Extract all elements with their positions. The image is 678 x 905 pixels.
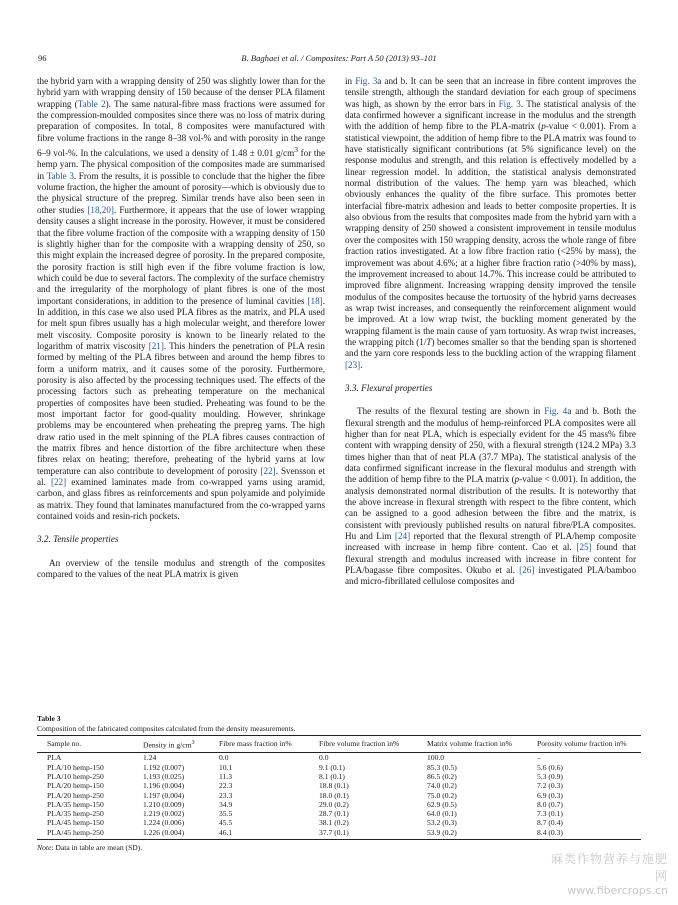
section-heading-flexural: 3.3. Flexural properties [345, 382, 433, 393]
table-cell: 53.9 (0.2) [427, 827, 457, 837]
table-cell: PLA [47, 753, 62, 763]
table-cell: 28.7 (0.1) [319, 809, 349, 819]
table-cell: 1.224 (0.006) [143, 818, 185, 828]
table-row [37, 772, 641, 781]
table-cell: 22.3 [219, 781, 233, 791]
table-cell: 7.3 (0.1) [537, 809, 563, 819]
header-density: Density in $g/cm^3$ [143, 739, 195, 750]
table-cell: 86.5 (0.2) [427, 771, 457, 781]
table-row [37, 809, 641, 818]
table-row [37, 763, 641, 772]
table-cell: 6.9 (0.3) [537, 790, 563, 800]
table-cell: PLA/20 hemp-150 [47, 781, 104, 791]
table-cell: 53.2 (0.3) [427, 818, 457, 828]
right-paragraph-2: The results of the flexural testing are shown in Fig. 4a and b. Both the flexural strength and the modulus of hemp-reinforced PLA composites were all higher than for neat PLA, which is especially evident for the 45 mass% fibre content with wrapping density of 250, with a flexural strength (124.2 MPa) 3.3 times higher than that of neat PLA (37.7 MPa). The statistical analysis of the data confirmed significant increase in the flexural modulus and strength with the addition of hemp fibre to the PLA matrix (p-value < 0.001). In addition, the analysis demonstrated normal distribution of the results. It is noteworthy that the above increase in flexural strength with respect to the fibre content, which can be assigned to a good adhesion between the fibre and the matrix, is consistent with previously published results on natural fibre/PLA composites. Hu and Lim [24] reported that the flexural strength of PLA/hemp composite increased with increase in hemp fibre content. Cao et al. [25] found that flexural strength and modulus increased with increase in fibre content for PLA/bagasse fibre composites. Okubo et al. [26] investigated PLA/bamboo and micro-fibrillated cellulose composites and [345, 406, 637, 587]
table-cell: 5.3 (0.9) [537, 771, 563, 781]
table-cell: 7.2 (0.3) [537, 781, 563, 791]
table-cell: PLA/45 hemp-250 [47, 827, 104, 837]
table-cell: 35.5 [219, 809, 233, 819]
table-cell: 74.0 (0.2) [427, 781, 457, 791]
table-cell: 0.0 [319, 753, 329, 763]
citation-18-20-link[interactable]: [18,20] [87, 204, 114, 215]
left-paragraph-1: the hybrid yarn with a wrapping density of 250 was slightly lower than for the hybrid yarn with wrapping density of 150 because of the denser PLA filament wrapping (Table 2). The same natural-fibre mass fractions were assumed for the compression-moulded composites since there was no loss of matrix during preparation of composites. In total, 8 composites were manufactured with fibre volume fractions in the range 8–38 vol-% and with porosity in the range 6–9 vol-%. In the calculations, we used a density of 1.48 ± 0.01 $g/cm^3$ for the hemp yarn. The physical composition of the composites made are summarised in Table 3. From the results, it is possible to conclude that the higher the fibre volume fraction, the higher the amount of porosity—which is obviously due to the physical structure of the prepreg. Similar trends have also been seen in other studies [18,20]. Furthermore, it appears that the use of lower wrapping density causes a slight increase in the porosity. However, it must be considered that the fibre volume fraction of the composite with a wrapping density of 150 is slightly higher than for the composite with a wrapping density of 250, so this might explain the increased degree of porosity. In the prepared composite, the porosity fraction is still high even if the fibre volume fraction is low, which could be due to several factors. The complexity of the surface chemistry and the irregularity of the morphology of plant fibres is one of the most important considerations, in addition to the presence of luminal cavities [18]. In addition, in this case we also used PLA fibres as the matrix, and PLA used for melt spun fibres usually has a high molecular weight, and therefore lower melt viscosity. Composite porosity is known to be linearly related to the logarithm of matrix viscosity [21]. This hinders the penetration of PLA resin formed by melting of the PLA fibres between and around the hemp fibres to form a uniform matrix, and it causes some of the porosity. Furthermore, porosity is also affected by the processing techniques used. The effects of the processing factors such as preheating temperature on the mechanical properties of composites have been studied. Preheating was found to be the most important factor for good-quality moulding. However, shrinkage problems may be encountered when preheating the prepreg yarns. The high draw ratio used in the melt spinning of the PLA fibres causes contraction of the matrix fibres and hence distortion of the fibre architecture when these fibres relax on heating; therefore, preheating of the hybrid yarns at low temperature can also contribute to development of porosity [22]. Svensson et al. [22] examined laminates made from co-wrapped yarns using aramid, carbon, and glass fibres as reinforcements and spun polyamide and polyimide as matrix. They found that laminates manufactured from the co-wrapped yarns contained voids and resin-rich pockets. [37, 76, 326, 522]
table-cell: 8.7 (0.4) [537, 818, 563, 828]
table-cell: PLA/35 hemp-250 [47, 809, 104, 819]
table-2-link[interactable]: Table 2 [77, 98, 106, 109]
table-note: Note: Data in table are mean (SD). [37, 842, 143, 852]
table-cell: 1.192 (0.007) [143, 762, 185, 772]
table-row [37, 828, 641, 839]
table-cell: 11.3 [219, 771, 233, 781]
table-cell: – [537, 753, 541, 763]
table-cell: 38.1 (0.2) [319, 818, 349, 828]
table-cell: 18.0 (0.1) [319, 790, 349, 800]
table-title: Table 3 [37, 714, 61, 723]
table-cell: 1.226 (0.004) [143, 827, 185, 837]
table-cell: PLA/45 hemp-150 [47, 818, 104, 828]
table-cell: 1.210 (0.009) [143, 799, 185, 809]
composition-table [37, 736, 641, 839]
table-cell: PLA/10 hemp-250 [47, 771, 104, 781]
table-cell: 18.8 (0.1) [319, 781, 349, 791]
table-row [37, 800, 641, 809]
table-cell: 23.3 [219, 790, 233, 800]
table-cell: 100.0 [427, 753, 445, 763]
running-header [38, 53, 640, 67]
header-sample-no: Sample no. [47, 739, 82, 749]
page-number: 96 [38, 53, 47, 63]
citation-26-link[interactable]: [26] [519, 565, 535, 576]
table-body [37, 753, 641, 839]
table-cell: 37.7 (0.1) [319, 827, 349, 837]
left-paragraph-2: An overview of the tensile modulus and strength of the composites compared to the values of the neat PLA matrix is given [37, 557, 325, 580]
table-cell: 8.0 (0.7) [537, 799, 563, 809]
header-fibre-volume: Fibre volume fraction in% [319, 739, 400, 749]
table-cell: 1.197 (0.004) [143, 790, 185, 800]
table-row [37, 753, 641, 763]
right-column [345, 76, 636, 588]
table-cell: 8.1 (0.1) [319, 771, 345, 781]
citation-25-link[interactable]: [25] [576, 542, 592, 553]
table-cell: 1.24 [143, 753, 157, 763]
table-cell: 75.0 (0.2) [427, 790, 457, 800]
table-cell: 1.193 (0.025) [143, 771, 185, 781]
figure-4-link[interactable]: Fig. 4 [544, 406, 568, 417]
citation-23-link[interactable]: [23] [345, 359, 361, 370]
table-3-link[interactable]: Table 3 [46, 170, 74, 181]
citation-22-link-2[interactable]: [22] [50, 477, 67, 488]
table-cell: 62.9 (0.5) [427, 799, 457, 809]
header-porosity-volume: Porosity volume fraction in% [537, 739, 627, 749]
left-column [37, 76, 325, 580]
figure-3-link[interactable]: Fig. 3 [355, 76, 378, 86]
table-cell: 1.219 (0.002) [143, 809, 185, 819]
citation-22-link[interactable]: [22] [260, 465, 276, 476]
table-cell: 29.0 (0.2) [319, 799, 349, 809]
header-fibre-mass: Fibre mass fraction in% [219, 739, 292, 749]
right-paragraph-1: in Fig. 3a and b. It can be seen that an increase in fibre content improves the tensile strength, although the standard deviation for each group of specimens was high, as shown by the error bars in Fig. 3. The statistical analysis of the data confirmed however a significant increase in the modulus and the strength with the addition of hemp fibre to the PLA-matrix (p-value < 0.001). From a statistical viewpoint, the addition of hemp fibre to the PLA matrix was found to have statistically significant contributions (at 5% significance level) on the response modulus and strength, and this relation is effectively modelled by a linear regression model. In addition, the statistical analysis demonstrated normal distribution of the values. The hemp yarn was bleached, which obviously enhances the quality of the fibre surface. This promotes better interfacial fibre-matrix adhesion and leads to better composite properties. It is also obvious from the results that composites made from the hybrid yarn with a wrapping density of 250 showed a consistent improvement in tensile modulus over the composites with 150 wrapping density, across the whole range of fibre fraction ratios investigated. At a low fibre fraction ratio (<25% by mass), the improvement was about 4.6%; at a higher fibre fraction ratio (>40% by mass), the improvement increased to about 14.7%. This increase could be attributed to improved fibre alignment. Increasing wrapping density improved the tensile modulus of the composites because the tortuosity of the hybrid yarns decreases as wrap twist increases, and consequently the reinforcement alignment would be improved. At a low wrap twist, the buckling moment generated by the wrapping filament is the main cause of yarn tortuosity. As wrap twist increases, the wrapping pitch (1/T) becomes smaller so that the bending span is shortened and the yarn core responds less to the buckling action of the wrapping filament [23]. [345, 76, 637, 370]
table-cell: 34.9 [219, 799, 233, 809]
figure-3-link-2[interactable]: Fig. 3 [498, 98, 521, 109]
table-cell: 5.6 (0.6) [537, 762, 563, 772]
citation-21-link[interactable]: [21] [148, 340, 164, 351]
table-cell: 0.0 [219, 753, 229, 763]
table-caption: Composition of the fabricated composites calculated from the density measurements. [37, 723, 296, 733]
citation-18-link[interactable]: [18] [307, 295, 323, 306]
site-watermark: 麻类作物营养与施肥网 www.fibercrops.cn [550, 852, 668, 897]
table-header-row [37, 736, 641, 753]
table-cell: 9.1 (0.1) [319, 762, 345, 772]
table-cell: 1.196 (0.004) [143, 781, 185, 791]
table-3 [37, 714, 641, 853]
table-cell: 45.5 [219, 818, 233, 828]
table-cell: 10.1 [219, 762, 233, 772]
table-row [37, 818, 641, 827]
table-cell: PLA/20 hemp-250 [47, 790, 104, 800]
table-cell: 85.3 (0.5) [427, 762, 457, 772]
table-row [37, 791, 641, 800]
table-cell: PLA/35 hemp-150 [47, 799, 104, 809]
table-cell: 8.4 (0.3) [537, 827, 563, 837]
table-cell: PLA/10 hemp-150 [47, 762, 104, 772]
table-bottom-rule [37, 839, 641, 840]
table-cell: 64.0 (0.1) [427, 809, 457, 819]
header-matrix-volume: Matrix volume fraction in% [427, 739, 512, 749]
table-cell: 46.1 [219, 827, 233, 837]
journal-citation-line: B. Baghaei et al. / Composites: Part A 50 (2013) 93–101 [241, 53, 437, 63]
citation-24-link[interactable]: [24] [394, 531, 411, 542]
table-row [37, 781, 641, 790]
section-heading-tensile: 3.2. Tensile properties [37, 534, 119, 545]
